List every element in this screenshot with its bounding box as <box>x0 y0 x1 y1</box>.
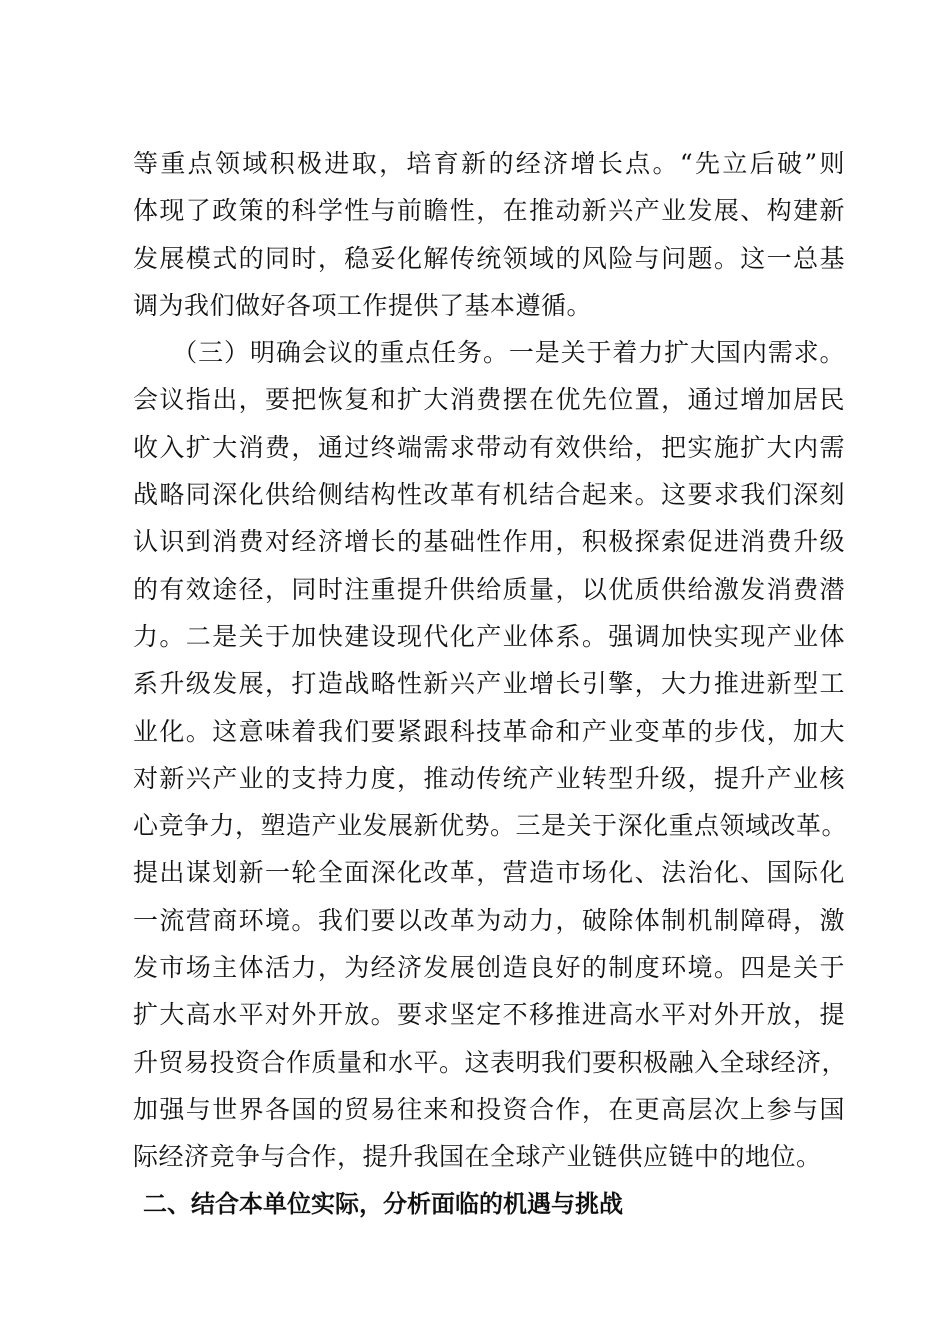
paragraph-line: 体现了政策的科学性与前瞻性，在推动新兴产业发展、构建新 <box>133 196 845 226</box>
paragraph-line: 对新兴产业的支持力度，推动传统产业转型升级，提升产业核 <box>133 763 845 793</box>
paragraph-line: 力。二是关于加快建设现代化产业体系。强调加快实现产业体 <box>133 621 845 651</box>
paragraph-line: 扩大高水平对外开放。要求坚定不移推进高水平对外开放，提 <box>133 1000 845 1030</box>
paragraph-line: 际经济竞争与合作，提升我国在全球产业链供应链中的地位。 <box>133 1142 822 1172</box>
paragraph-line: 升贸易投资合作质量和水平。这表明我们要积极融入全球经济， <box>133 1047 848 1077</box>
paragraph-line: 等重点领域积极进取，培育新的经济增长点。“先立后破”则 <box>133 149 845 178</box>
paragraph-line: 调为我们做好各项工作提供了基本遵循。 <box>133 290 593 320</box>
paragraph-line: 收入扩大消费，通过终端需求带动有效供给，把实施扩大内需 <box>133 432 845 462</box>
paragraph-line: 心竞争力，塑造产业发展新优势。三是关于深化重点领域改革。 <box>133 811 848 841</box>
paragraph-line: 会议指出，要把恢复和扩大消费摆在优先位置，通过增加居民 <box>133 385 845 415</box>
paragraph-line: 发展模式的同时，稳妥化解传统领域的风险与问题。这一总基 <box>133 243 845 273</box>
paragraph-line: （三）明确会议的重点任务。一是关于着力扩大国内需求。 <box>133 338 845 368</box>
paragraph-line: 提出谋划新一轮全面深化改革，营造市场化、法治化、国际化 <box>133 858 845 888</box>
paragraph-line: 的有效途径，同时注重提升供给质量，以优质供给激发消费潜 <box>133 574 845 604</box>
paragraph-line: 系升级发展，打造战略性新兴产业增长引擎，大力推进新型工 <box>133 669 845 699</box>
section-heading: 二、结合本单位实际，分析面临的机遇与挑战 <box>143 1189 623 1218</box>
paragraph-line: 发市场主体活力，为经济发展创造良好的制度环境。四是关于 <box>133 953 845 983</box>
paragraph-line: 加强与世界各国的贸易往来和投资合作，在更高层次上参与国 <box>133 1094 845 1124</box>
paragraph-line: 业化。这意味着我们要紧跟科技革命和产业变革的步伐，加大 <box>133 716 845 746</box>
paragraph-line: 认识到消费对经济增长的基础性作用，积极探索促进消费升级 <box>133 527 845 557</box>
document-page <box>133 140 848 1228</box>
paragraph-line: 一流营商环境。我们要以改革为动力，破除体制机制障碍，激 <box>133 905 845 935</box>
paragraph-line: 战略同深化供给侧结构性改革有机结合起来。这要求我们深刻 <box>133 480 845 510</box>
